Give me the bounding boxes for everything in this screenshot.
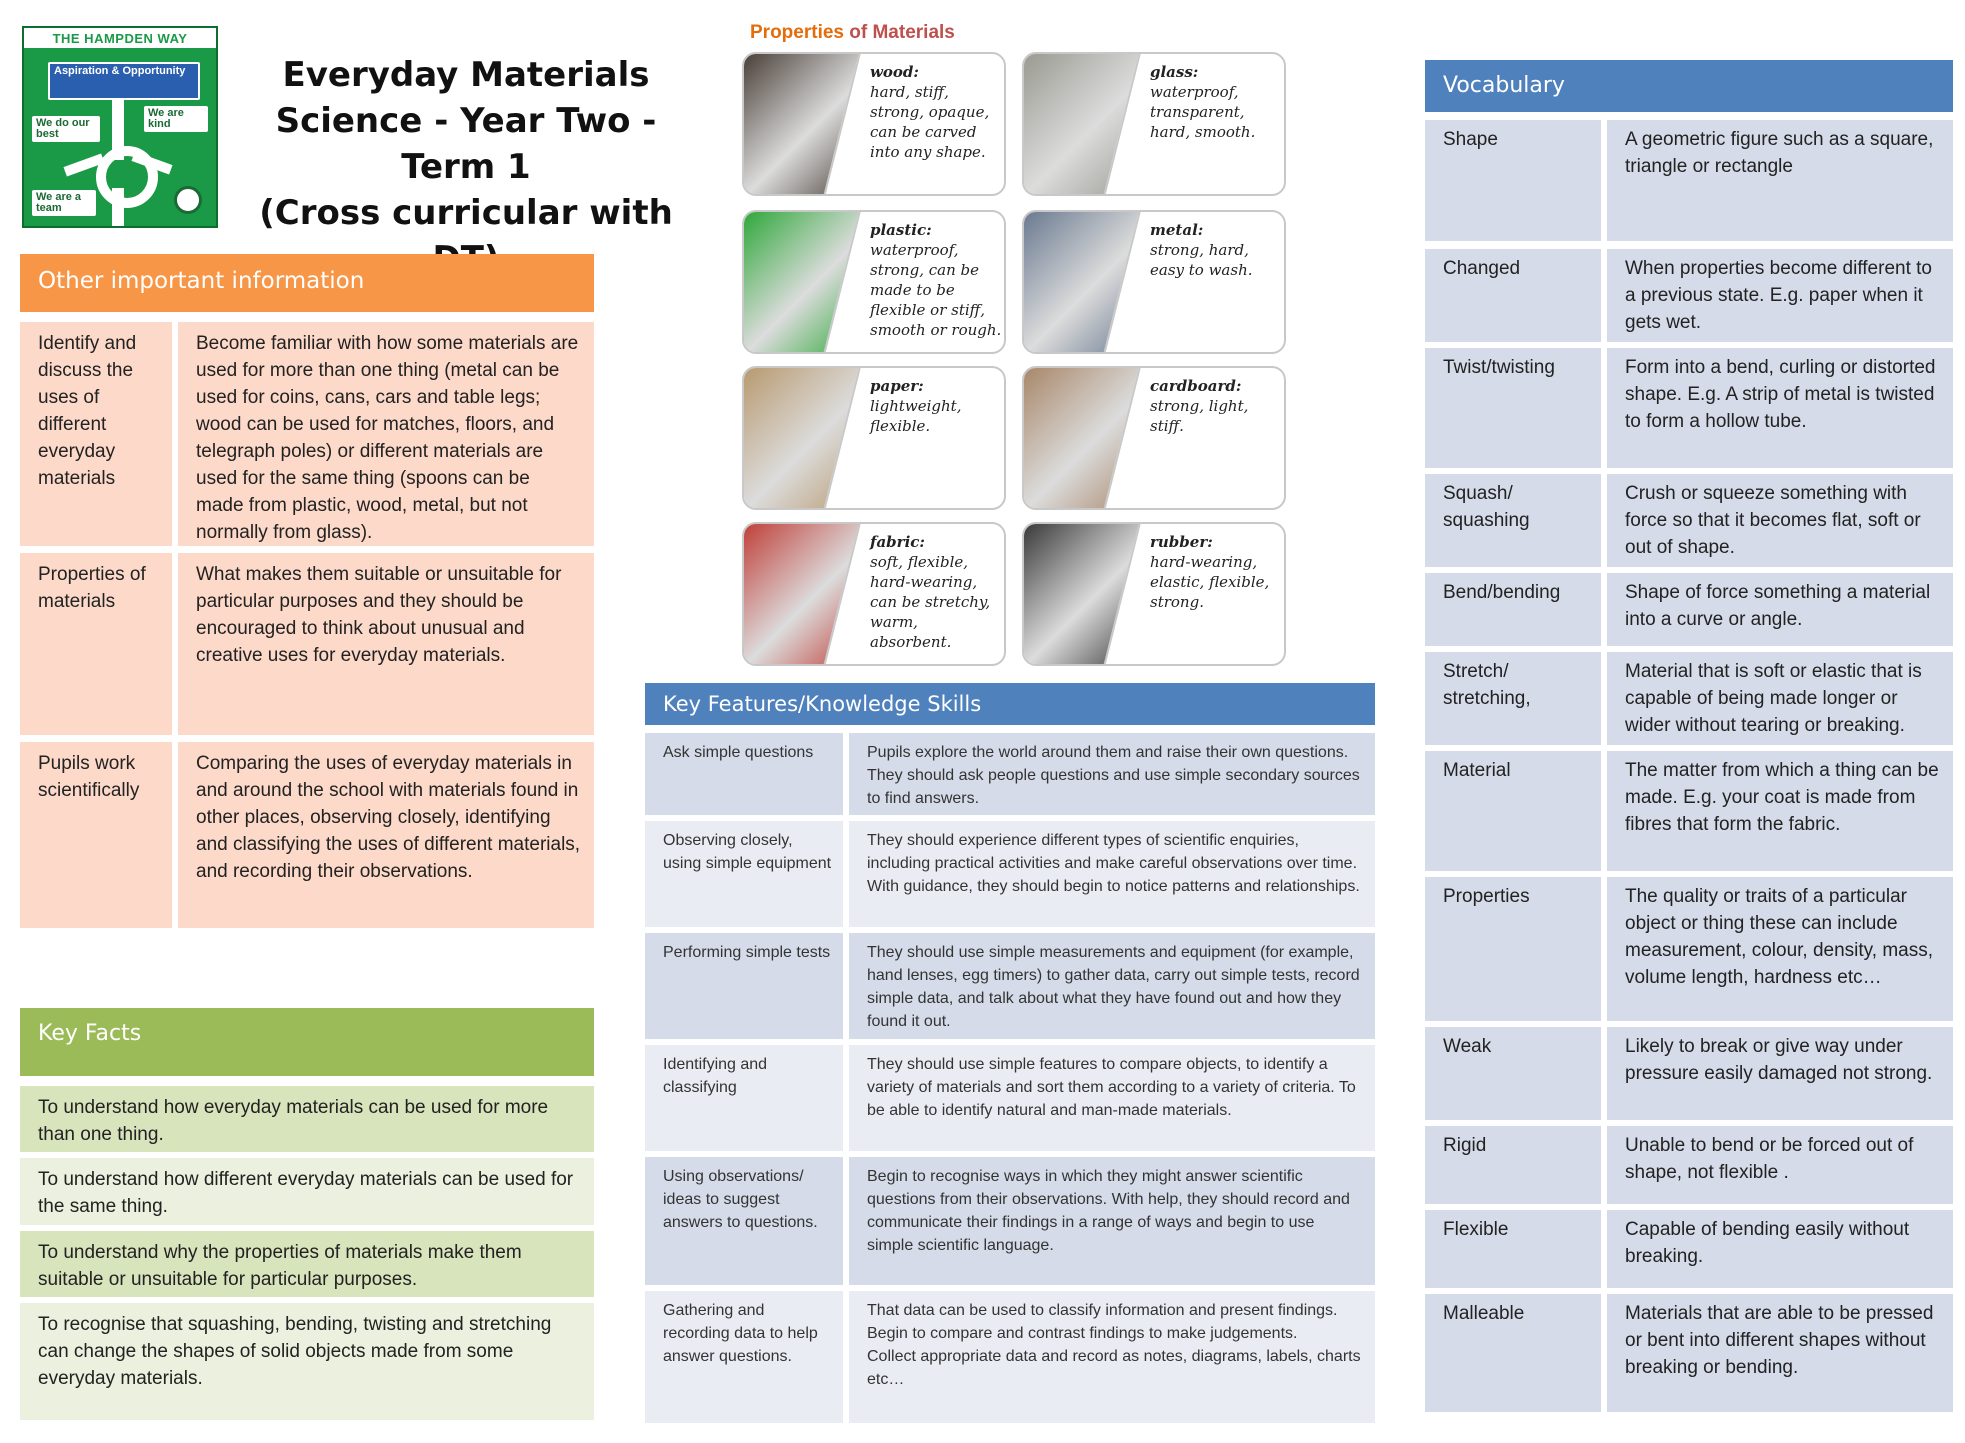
vocab-definition: A geometric figure such as a square, triangle or rectangle [1607, 120, 1953, 241]
title-line-3: (Cross curricular with [259, 193, 673, 233]
properties-title-word-1: Properties [750, 22, 844, 43]
material-card [742, 366, 1006, 510]
vocab-definition: Likely to break or give way under pressure easily damaged not strong. [1607, 1027, 1953, 1120]
material-text [1150, 532, 1284, 612]
logo-title: THE HAMPDEN WAY [24, 28, 216, 50]
material-description: hard-wearing, elastic, flexible, strong. [1150, 553, 1270, 611]
other-info-label: Identify and discuss the uses of different everyday materials [20, 322, 172, 546]
vocab-term: Weak [1425, 1027, 1601, 1120]
material-description: lightweight, flexible. [870, 397, 962, 435]
material-name: rubber: [1150, 533, 1213, 551]
vocab-definition: Form into a bend, curling or distorted shape. E.g. A strip of metal is twisted to form a hollow tube. [1607, 348, 1953, 468]
key-fact-item: To understand how different everyday materials can be used for the same thing. [20, 1158, 594, 1225]
skill-description: That data can be used to classify information and present findings. Begin to compare and contrast findings to make judgements. Collect appropriate data and record as notes, diagrams, labels, charts etc… [849, 1291, 1375, 1423]
material-text [1150, 220, 1284, 280]
material-text [870, 532, 1004, 652]
material-name: wood: [870, 63, 919, 81]
vocab-definition: The matter from which a thing can be made. E.g. your coat is made from fibres that form the fabric. [1607, 751, 1953, 871]
skill-name: Using observations/ ideas to suggest answers to questions. [645, 1157, 843, 1285]
other-info-text: Become familiar with how some materials are used for more than one thing (metal can be used for coins, cans, cars and table legs; wood can be used for matches, floors, and telegraph poles) or different materials are used for the same thing (spoons can be made from plastic, wood, metal, but not normally from glass). [178, 322, 594, 546]
logo-sign-right [144, 106, 208, 132]
logo-sign-bottom [32, 190, 96, 216]
material-card [1022, 52, 1286, 196]
material-name: glass: [1150, 63, 1199, 81]
other-info-label: Properties of materials [20, 553, 172, 735]
vocab-definition: Capable of bending easily without breaking. [1607, 1210, 1953, 1288]
vocab-term: Twist/twisting [1425, 348, 1601, 468]
school-logo [22, 26, 218, 228]
key-fact-item: To understand how everyday materials can be used for more than one thing. [20, 1086, 594, 1152]
material-text [1150, 376, 1284, 436]
key-features-header: Key Features/Knowledge Skills [645, 683, 1375, 725]
vocab-definition: Shape of force something a material into a curve or angle. [1607, 573, 1953, 646]
logo-sign-top [48, 62, 200, 100]
vocab-term: Squash/ squashing [1425, 474, 1601, 567]
material-description: strong, light, stiff. [1150, 397, 1249, 435]
key-facts-header: Key Facts [20, 1008, 594, 1076]
vocab-term: Flexible [1425, 1210, 1601, 1288]
material-card [1022, 210, 1286, 354]
vocab-definition: Materials that are able to be pressed or bent into different shapes without breaking or bending. [1607, 1294, 1953, 1412]
skill-description: Begin to recognise ways in which they might answer scientific questions from their observations. With help, they should record and communicate their findings in a range of ways and begin to use simple scientific language. [849, 1157, 1375, 1285]
material-name: fabric: [870, 533, 925, 551]
material-description: strong, hard, easy to wash. [1150, 241, 1253, 279]
material-text [1150, 62, 1284, 142]
vocab-term: Properties [1425, 877, 1601, 1021]
logo-sign-left-text: We do our best [36, 117, 90, 140]
properties-title-word-3: Materials [872, 22, 955, 43]
skill-name: Observing closely, using simple equipment [645, 821, 843, 927]
page-title [236, 52, 696, 282]
properties-title-word-2: of [849, 22, 868, 43]
vocab-definition: When properties become different to a previous state. E.g. paper when it gets wet. [1607, 249, 1953, 342]
key-fact-item: To understand why the properties of materials make them suitable or unsuitable for particular purposes. [20, 1231, 594, 1297]
roundabout-icon [96, 146, 158, 208]
skill-name: Identifying and classifying [645, 1045, 843, 1151]
title-line-1: Everyday Materials [282, 55, 650, 95]
material-name: cardboard: [1150, 377, 1242, 395]
title-line-2: Science - Year Two - Term 1 [275, 101, 657, 187]
properties-title [750, 22, 955, 44]
skill-description: They should use simple features to compare objects, to identify a variety of materials and sort them according to a variety of criteria. To be able to identify natural and man-made materials. [849, 1045, 1375, 1151]
skill-name: Gathering and recording data to help answer questions. [645, 1291, 843, 1423]
vocab-term: Shape [1425, 120, 1601, 241]
material-card [742, 210, 1006, 354]
skill-description: They should use simple measurements and equipment (for example, hand lenses, egg timers) to gather data, carry out simple tests, record simple data, and talk about what they have found out and how they found it out. [849, 933, 1375, 1039]
material-card [1022, 522, 1286, 666]
vocab-term: Stretch/ stretching, [1425, 652, 1601, 745]
logo-sign-right-text: We are kind [148, 107, 184, 130]
material-description: soft, flexible, hard-wearing, can be stretchy, warm, absorbent. [870, 553, 991, 651]
vocab-term: Changed [1425, 249, 1601, 342]
vocab-term: Material [1425, 751, 1601, 871]
logo-sign-bottom-text: We are a team [36, 191, 82, 214]
skill-name: Ask simple questions [645, 733, 843, 815]
material-description: waterproof, strong, can be made to be flexible or stiff, smooth or rough. [870, 241, 1002, 339]
vocab-definition: Unable to bend or be forced out of shape, not flexible . [1607, 1126, 1953, 1204]
logo-sign-top-text: Aspiration & Opportunity [54, 65, 186, 77]
material-text [870, 220, 1004, 340]
material-name: metal: [1150, 221, 1204, 239]
logo-sign-left [32, 116, 100, 142]
material-description: waterproof, transparent, hard, smooth. [1150, 83, 1256, 141]
material-card [1022, 366, 1286, 510]
vocab-definition: The quality or traits of a particular object or thing these can include measurement, colour, density, mass, volume length, hardness etc… [1607, 877, 1953, 1021]
material-text [870, 376, 1004, 436]
material-name: paper: [870, 377, 924, 395]
vocab-definition: Crush or squeeze something with force so that it becomes flat, soft or out of shape. [1607, 474, 1953, 567]
other-info-label: Pupils work scientifically [20, 742, 172, 928]
crest-icon [174, 186, 202, 214]
material-description: hard, stiff, strong, opaque, can be carved into any shape. [870, 83, 990, 161]
vocabulary-header: Vocabulary [1425, 60, 1953, 112]
skill-name: Performing simple tests [645, 933, 843, 1039]
vocab-term: Malleable [1425, 1294, 1601, 1412]
other-info-header: Other important information [20, 254, 594, 312]
vocab-term: Rigid [1425, 1126, 1601, 1204]
skill-description: They should experience different types of scientific enquiries, including practical activities and make careful observations over time. With guidance, they should begin to notice patterns and relationships. [849, 821, 1375, 927]
other-info-text: Comparing the uses of everyday materials in and around the school with materials found in other places, observing closely, identifying and classifying the uses of different materials, and recording their observations. [178, 742, 594, 928]
vocab-term: Bend/bending [1425, 573, 1601, 646]
other-info-text: What makes them suitable or unsuitable for particular purposes and they should be encouraged to think about unusual and creative uses for everyday materials. [178, 553, 594, 735]
material-card [742, 52, 1006, 196]
material-name: plastic: [870, 221, 932, 239]
vocab-definition: Material that is soft or elastic that is capable of being made longer or wider without tearing or breaking. [1607, 652, 1953, 745]
skill-description: Pupils explore the world around them and raise their own questions. They should ask people questions and use simple secondary sources to find answers. [849, 733, 1375, 815]
key-fact-item: To recognise that squashing, bending, twisting and stretching can change the shapes of solid objects made from some everyday materials. [20, 1303, 594, 1420]
material-text [870, 62, 1004, 162]
material-card [742, 522, 1006, 666]
